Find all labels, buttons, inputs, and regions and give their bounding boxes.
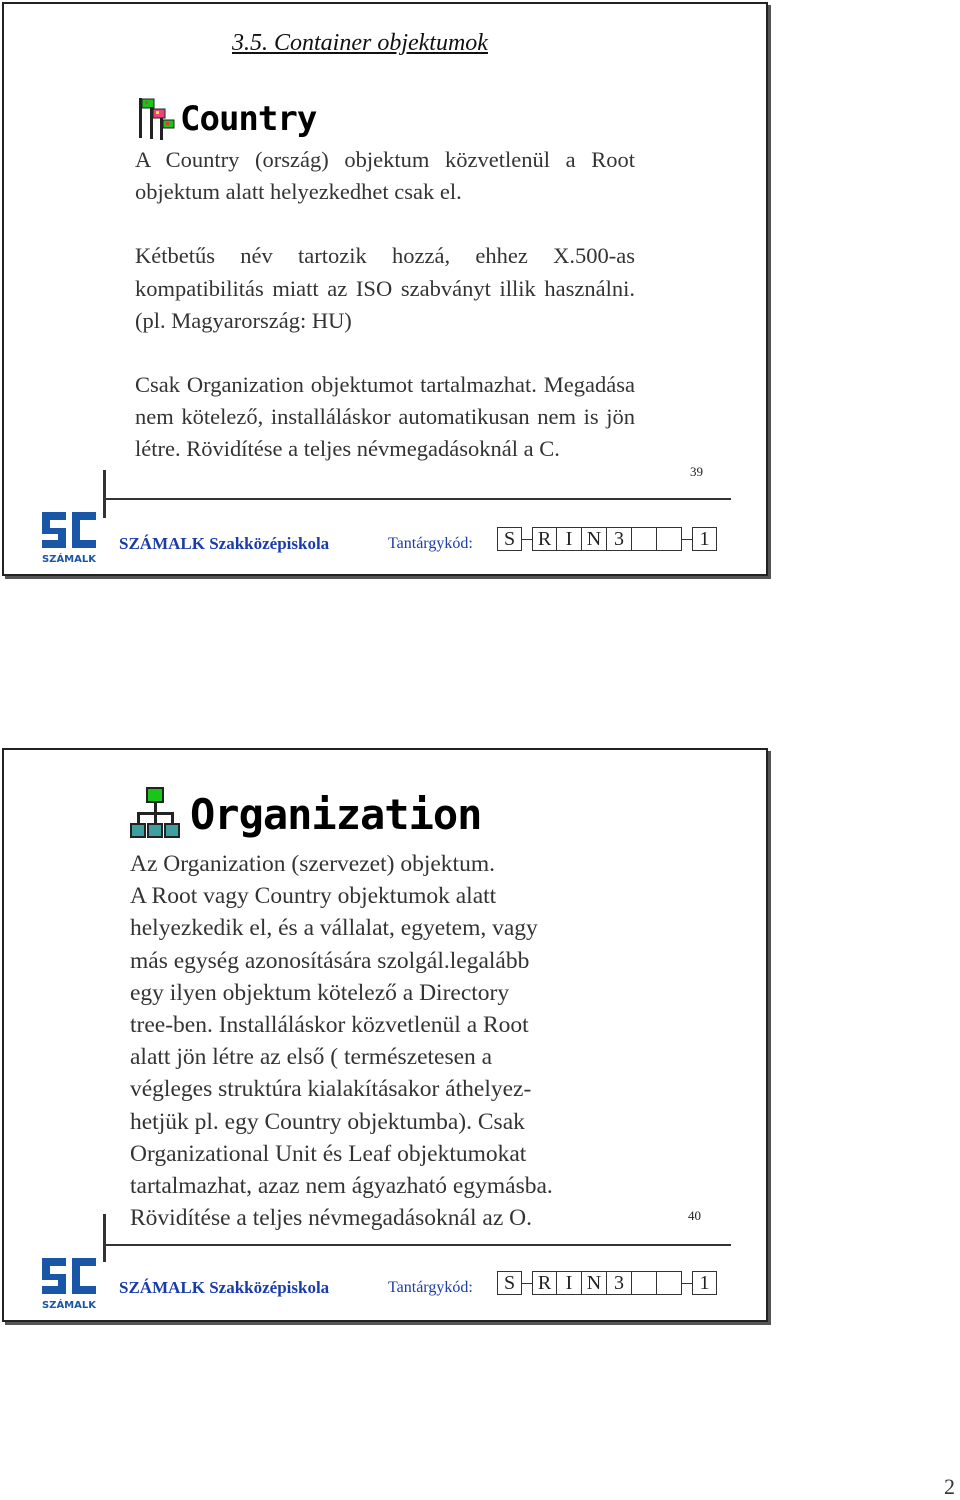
code-box: 1 [692, 527, 717, 551]
body-line: tree-ben. Installáláskor közvetlenül a Root [130, 1012, 529, 1039]
object-title: Organization [190, 789, 482, 839]
code-box: I [557, 1271, 582, 1295]
body-line: Az Organization (szervezet) objektum. [130, 851, 495, 877]
organization-title [130, 786, 481, 842]
code-gap [682, 539, 692, 540]
slide-body [135, 144, 635, 498]
code-box: S [497, 527, 522, 551]
page-corner-number: 2 [944, 1474, 955, 1499]
body-line: más egység azonosítására szolgál.legalább [130, 947, 530, 974]
body-line: végleges struktúra kialakításakor áthelyez- [130, 1076, 532, 1103]
code-box: R [532, 1271, 557, 1295]
country-title [136, 96, 316, 142]
school-name: SZÁMALK Szakközépiskola [119, 1278, 330, 1297]
footer-divider-horizontal [103, 498, 731, 500]
body-line: egy ilyen objektum kötelező a Directory [130, 979, 510, 1006]
code-box: R [532, 527, 557, 551]
code-box [657, 527, 682, 551]
subject-code-label: Tantárgykód: [388, 1279, 473, 1296]
code-gap [522, 1283, 532, 1284]
body-line: alatt jön létre az első ( természetesen a [130, 1044, 493, 1071]
footer-divider-vertical [103, 1214, 106, 1262]
logo-text: SZÁMALK [41, 554, 97, 565]
body-line: Organizational Unit és Leaf objektumokat [130, 1140, 527, 1167]
code-gap [682, 1283, 692, 1284]
subject-code-boxes [497, 527, 717, 551]
country-flags-icon [136, 96, 176, 142]
footer-divider-vertical [103, 470, 106, 518]
paragraph: Kétbetűs név tartozik hozzá, ehhez X.500-as kompatibilitás miatt az ISO szabványt illik használni. (pl. Magyarország: HU) [135, 243, 635, 333]
paragraph: Csak Organization objektumot tartalmazhat. Megadása nem kötelező, installáláskor automatikusan nem is jön létre. Rövidítése a teljes névmegadásoknál a C. [135, 372, 635, 462]
paragraph: A Country (ország) objektum közvetlenül a Root objektum alatt helyezkedhet csak el. [135, 147, 635, 205]
body-line: tartalmazhat, azaz nem ágyazható egymásba. [130, 1173, 553, 1200]
slide-40 [2, 748, 768, 1322]
code-box: S [497, 1271, 522, 1295]
subject-code-label: Tantárgykód: [388, 535, 473, 552]
code-box: N [582, 1271, 607, 1295]
page-number: 40 [688, 1208, 701, 1223]
code-box [632, 527, 657, 551]
code-box: 3 [607, 1271, 632, 1295]
slide-39 [2, 2, 768, 576]
szamalk-logo-icon [38, 508, 100, 566]
code-box [657, 1271, 682, 1295]
code-box: I [557, 527, 582, 551]
object-title: Country [180, 99, 317, 139]
code-gap [522, 539, 532, 540]
code-box: N [582, 527, 607, 551]
slide-heading: 3.5. Container objektumok [232, 30, 488, 56]
body-line: helyezkedik el, és a vállalat, egyetem, vagy [130, 915, 538, 942]
code-box [632, 1271, 657, 1295]
body-line: A Root vagy Country objektumok alatt [130, 883, 497, 910]
organization-tree-icon [130, 786, 180, 842]
subject-code-boxes [497, 1271, 717, 1295]
body-line: hetjük pl. egy Country objektumba). Csak [130, 1108, 525, 1135]
code-box: 3 [607, 527, 632, 551]
footer-divider-horizontal [103, 1244, 731, 1246]
szamalk-logo-icon [38, 1254, 100, 1312]
body-line: Rövidítése a teljes névmegadásoknál az O. [130, 1205, 532, 1232]
slide-body [130, 848, 633, 1234]
logo-text: SZÁMALK [41, 1300, 97, 1311]
page-number: 39 [690, 464, 703, 479]
school-name: SZÁMALK Szakközépiskola [119, 534, 330, 553]
code-box: 1 [692, 1271, 717, 1295]
